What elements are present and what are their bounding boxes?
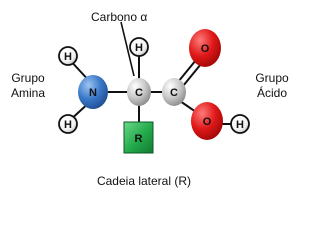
side-chain-block [124,122,153,153]
hydrogen-amine-bottom [59,115,77,133]
nitrogen-label: N [89,87,97,99]
acid-group-caption-line2: Ácido [256,86,288,100]
side-chain-caption: Cadeia lateral (R) [96,174,192,188]
nitrogen-atom [78,75,108,109]
bond-carboxyl-carbon-hydroxyl-oxygen [180,101,196,112]
hydrogen-hydroxyl-label: H [236,119,244,131]
hydrogen-alpha [130,38,148,56]
oxygen-double-bond-atom [189,29,221,67]
hydrogen-alpha-label: H [135,42,143,54]
bond-carboxyl-double-a [178,60,196,82]
hydrogen-amine-top [59,47,77,65]
hydrogen-amine-bottom-label: H [64,119,72,131]
acid-group-caption-line1: Grupo [255,71,289,85]
alpha-carbon-atom [127,78,151,106]
hydrogen-hydroxyl [231,115,249,133]
oxygen-hydroxyl-label: O [202,116,212,128]
alpha-carbon-label: C [135,87,143,99]
hydrogen-amine-top-label: H [64,51,72,63]
side-chain-label: R [134,133,143,145]
alpha-carbon-caption: Carbono α [91,10,148,24]
oxygen-double-label: O [200,43,210,55]
carboxyl-carbon-label: C [170,87,178,99]
bond-carboxyl-double-b [183,64,201,86]
oxygen-hydroxyl-atom [191,102,223,140]
amine-group-caption-line2: Amina [10,86,46,100]
amine-group-caption-line1: Grupo [11,71,45,85]
carboxyl-carbon-atom [162,78,186,106]
